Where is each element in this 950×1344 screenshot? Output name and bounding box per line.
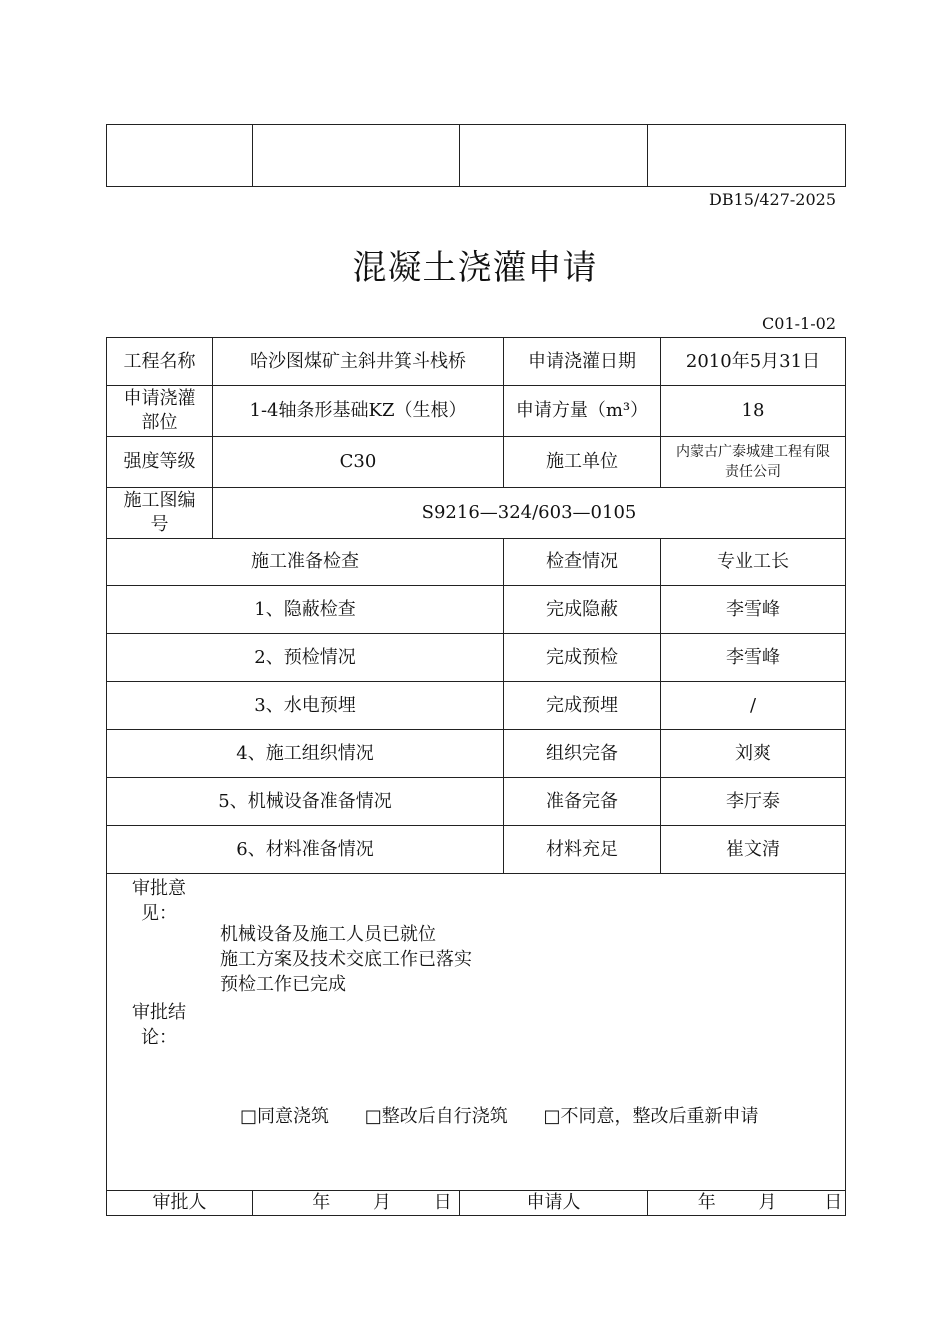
check-item: 3、水电预埋 <box>107 682 504 730</box>
drawing-no-value: S9216—324/603—0105 <box>213 488 846 539</box>
foreman: 李雪峰 <box>661 586 846 634</box>
option-approve-checkbox[interactable]: □同意浇筑 <box>240 1106 330 1127</box>
project-name-label: 工程名称 <box>107 338 213 386</box>
check-status: 完成预埋 <box>504 682 661 730</box>
page-title: 混凝土浇灌申请 <box>352 248 598 288</box>
conclusion-label: 审批结 论： <box>132 1002 186 1048</box>
option-rectify-self-checkbox[interactable]: □整改后自行浇筑 <box>364 1106 508 1127</box>
check-item: 5、机械设备准备情况 <box>107 778 504 826</box>
check-status: 完成预检 <box>504 634 661 682</box>
drawing-no-label: 施工图编 号 <box>107 488 213 539</box>
approver-label: 审批人 <box>107 1191 253 1216</box>
table-row <box>107 682 846 730</box>
check-item-header: 施工准备检查 <box>107 539 504 586</box>
blank-cell <box>253 125 460 187</box>
option-reject-checkbox[interactable]: □不同意，整改后重新申请 <box>543 1106 759 1127</box>
application-form-table <box>106 337 846 1191</box>
pour-date-label: 申请浇灌日期 <box>504 338 661 386</box>
contractor-label: 施工单位 <box>504 437 661 488</box>
project-name-value: 哈沙图煤矿主斜井箕斗栈桥 <box>213 338 504 386</box>
volume-label: 申请方量（m³） <box>504 386 661 437</box>
table-row <box>107 826 846 874</box>
check-item: 6、材料准备情况 <box>107 826 504 874</box>
applicant-label: 申请人 <box>460 1191 648 1216</box>
check-item: 4、施工组织情况 <box>107 730 504 778</box>
table-row <box>107 778 846 826</box>
opinion-label: 审批意 见： <box>132 878 186 924</box>
approver-date: 年 月 日 <box>253 1191 460 1216</box>
table-row <box>107 634 846 682</box>
foreman: 李雪峰 <box>661 634 846 682</box>
foreman: 崔文清 <box>661 826 846 874</box>
pour-date-value: 2010年5月31日 <box>661 338 846 386</box>
check-status: 完成隐蔽 <box>504 586 661 634</box>
check-item: 1、隐蔽检查 <box>107 586 504 634</box>
contractor-value: 内蒙古广泰城建工程有限 责任公司 <box>661 437 846 488</box>
check-status: 准备完备 <box>504 778 661 826</box>
table-row <box>107 730 846 778</box>
conclusion-options <box>240 1105 789 1129</box>
foreman-header: 专业工长 <box>661 539 846 586</box>
pour-location-label: 申请浇灌 部位 <box>107 386 213 437</box>
check-status: 组织完备 <box>504 730 661 778</box>
foreman: / <box>661 682 846 730</box>
top-blank-table <box>106 124 846 187</box>
blank-cell <box>107 125 253 187</box>
volume-value: 18 <box>661 386 846 437</box>
blank-cell <box>648 125 846 187</box>
check-status-header: 检查情况 <box>504 539 661 586</box>
blank-cell <box>460 125 648 187</box>
strength-label: 强度等级 <box>107 437 213 488</box>
signature-table <box>106 1190 846 1216</box>
approval-opinion-text: 机械设备及施工人员已就位 施工方案及技术交底工作已落实 预检工作已完成 <box>220 924 472 995</box>
strength-value: C30 <box>213 437 504 488</box>
standard-code: DB15/427-2025 <box>709 190 836 209</box>
form-code: C01-1-02 <box>762 314 836 333</box>
check-status: 材料充足 <box>504 826 661 874</box>
foreman: 李厅泰 <box>661 778 846 826</box>
foreman: 刘爽 <box>661 730 846 778</box>
applicant-date: 年 月 日 <box>648 1191 846 1216</box>
pour-location-value: 1-4轴条形基础KZ（生根） <box>213 386 504 437</box>
check-item: 2、预检情况 <box>107 634 504 682</box>
approval-section <box>107 874 846 1191</box>
table-row <box>107 586 846 634</box>
